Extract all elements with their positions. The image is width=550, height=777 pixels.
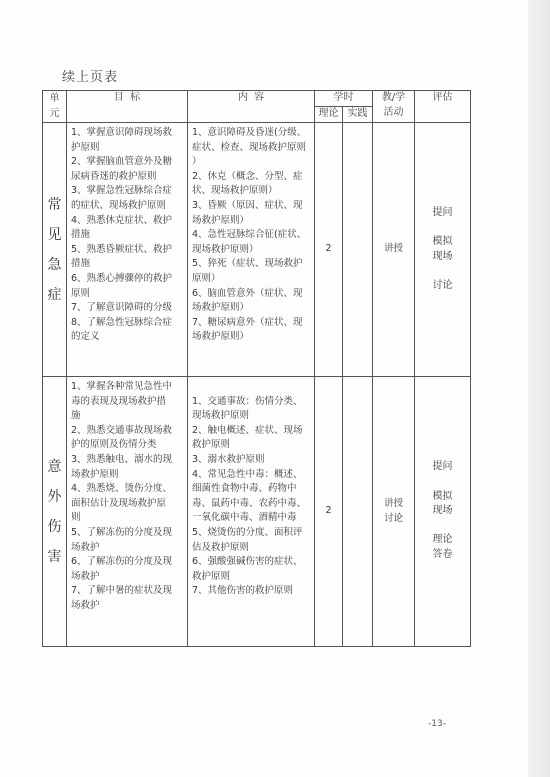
table-row (43, 123, 471, 377)
header-content: 内 容 (188, 91, 315, 123)
content-cell: 1、意识障碍及昏迷(分级、 症状、检查、现场救护原则 ） 2、休克（概念、分型、症 状、现场救护原则） 3、昏厥（原因、症状、现 场救护原则） 4、急性冠脉综合征(症状、 现场救护原则） 5、猝死（症状、现场救护 原则） 6、脑血管意外（症状、现 场救护原则） 7、糖尿病意外（症状、现 场救护原则） (188, 123, 315, 377)
unit-cell: 意 外 伤 害 (43, 377, 67, 647)
evaluation-cell: 提问 模拟 现场 讨论 (415, 123, 471, 377)
teaching-activity: 讲授 (373, 123, 415, 377)
practice-hours (343, 377, 373, 647)
header-goals: 目 标 (67, 91, 188, 123)
curriculum-table (42, 90, 471, 647)
header-hours: 学时 (315, 91, 373, 107)
continued-label: 续上页表 (62, 70, 119, 85)
evaluation-cell: 提问 模拟 现场 理论 答卷 (415, 377, 471, 647)
unit-cell: 常 见 急 症 (43, 123, 67, 377)
table-row (43, 377, 471, 647)
header-teaching: 教/学 活动 (373, 91, 415, 123)
page-number: -13- (428, 719, 446, 729)
theory-hours: 2 (315, 377, 343, 647)
header-practice: 实践 (343, 107, 373, 123)
goals-cell: 1、掌握意识障碍现场救 护原则 2、掌握脑血管意外及糖 尿病昏迷的救护原则 3、掌握急性冠脉综合症 的症状、现场救护原则 4、熟悉休克症状、救护 措施 5、熟悉昏厥症状、救护 措施 6、熟悉心搏骤停的救护 原则 7、了解意识障碍的分级 8、了解急性冠脉综合症 的定义 (67, 123, 188, 377)
header-theory: 理论 (315, 107, 343, 123)
header-unit: 单 元 (43, 91, 67, 123)
teaching-activity: 讲授 讨论 (373, 377, 415, 647)
practice-hours (343, 123, 373, 377)
header-evaluation: 评估 (415, 91, 471, 123)
goals-cell: 1、掌握各种常见急性中 毒的表现及现场救护措 施 2、熟悉交通事故现场救 护的原则及伤情分类 3、熟悉触电、溺水的现 场救护原则 4、熟悉烧、烫伤分度、 面积估计及现场救护原 则 5、了解冻伤的分度及现 场救护 6、了解冻伤的分度及现 场救护 7、了解中暑的症状及现 场救护 (67, 377, 188, 647)
theory-hours: 2 (315, 123, 343, 377)
scan-edge-shadow (528, 0, 550, 777)
content-cell: 1、交通事故：伤情分类、 现场救护原则 2、触电概述、症状、现场 救护原则 3、溺水救护原则 4、常见急性中毒：概述、 细菌性食物中毒、药物中 毒、鼠药中毒、农药中毒、 一氧化碳中毒、酒精中毒 5、烧烫伤的分度、面积评 估及救护原则 6、强酸强碱伤害的症状、 救护原则 7、其他伤害的救护原则 (188, 377, 315, 647)
